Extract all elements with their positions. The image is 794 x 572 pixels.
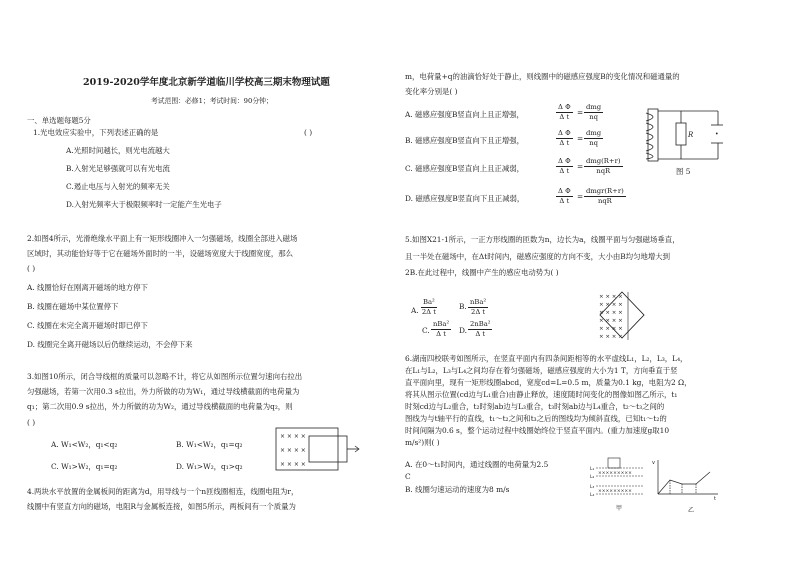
- formula-rhs: dmg(R+r) nqR: [586, 157, 621, 175]
- q3-option-b: B. W₁<W₂，q₁=q₂: [176, 440, 243, 449]
- q4-option-b: B. 磁感应强度B竖直向下且正增强，: [405, 136, 525, 145]
- q5-line: 且一半处在磁场中，在Δt时间内，磁感应强度的方向不变，大小由B均匀地增大到: [405, 252, 671, 261]
- q2-option-b: B. 线圈在磁场中某位置停下: [27, 302, 119, 311]
- q4-option-a: A. 磁感应强度B竖直向上且正增强，: [405, 110, 524, 119]
- svg-text:R: R: [688, 131, 694, 139]
- q4-option-c: C. 磁感应强度B竖直向上且正减弱，: [405, 164, 524, 173]
- equals: =: [577, 192, 584, 201]
- q1-paren: ( ): [304, 128, 313, 137]
- svg-text:× × × ×: × × × ×: [599, 318, 623, 324]
- formula-lhs: $\frac{\text{Δ Φ}}{\text{Δ t}}$: [558, 103, 571, 121]
- q2-option-d: D. 线圈完全离开磁场以后仍继续运动，不会停下来: [27, 340, 193, 349]
- q2-line: ( ): [27, 264, 36, 273]
- q5-line: 2B.在此过程中，线圈中产生的感应电动势为( ): [405, 268, 559, 277]
- q3-figure: [275, 427, 361, 471]
- q3-line: ( ): [27, 418, 36, 427]
- q5-line: 5.如图X21-1所示，一正方形线圈的匝数为n，边长为a，线圈平面与匀强磁场垂直，: [405, 235, 680, 244]
- q4-option-d: D. 磁感应强度B竖直向下且正减弱，: [405, 194, 525, 203]
- q6-line: 时间间隔为0.6 s，整个运动过程中线圈始终位于竖直平面内。(重力加速度g取10: [405, 426, 670, 435]
- svg-text:L₃: L₃: [590, 485, 595, 490]
- figure-5-caption: 图 5: [676, 167, 691, 176]
- svg-text:×××××××××: ×××××××××: [598, 471, 632, 476]
- q2-line: 2.如图4所示，光滑绝缘水平面上有一矩形线圈冲入一匀强磁场，线圈全部进入磁场: [27, 234, 298, 243]
- q1-option-d: D.入射光频率大于极限频率时一定能产生光电子: [66, 200, 222, 209]
- svg-text:t: t: [714, 496, 716, 502]
- q6-line: 直平面向里，现有一矩形线圈abcd，宽度cd=L=0.5 m，质量为0.1 kg，电阻为2 Ω，: [405, 378, 692, 387]
- q2-option-a: A. 线圈恰好在刚离开磁场的地方停下: [27, 283, 148, 292]
- svg-text:× × × ×: × × × ×: [280, 461, 306, 468]
- svg-text:× × × ×: × × × ×: [280, 447, 306, 454]
- svg-text:L₂: L₂: [590, 475, 595, 480]
- q5-option-a: $\frac{\text{Ba²}}{\text{2Δ t}}$: [421, 298, 436, 316]
- q6-line: 将其从图示位置(cd边与L₁重合)由静止释放，速度随时间变化的图像如图乙所示，t₁: [405, 390, 678, 399]
- q5-figure: [598, 290, 652, 342]
- svg-text:× × × ×: × × × ×: [280, 433, 306, 440]
- q5-option-a-label: A.: [411, 306, 419, 315]
- formula-lhs: $\frac{\text{Δ Φ}}{\text{Δ t}}$: [558, 157, 571, 175]
- equals: =: [577, 162, 584, 171]
- q6-line: 6.湖南四校联考如图所示，在竖直平面内有四条间距相等的水平虚线L₁，L₂，L₃，L₄，: [405, 354, 688, 363]
- formula-rhs: dmg nq: [586, 129, 602, 147]
- formula-lhs: $\frac{\text{Δ Φ}}{\text{Δ t}}$: [558, 129, 571, 147]
- q3-line: 匀强磁场，若第一次用0.3 s拉出，外力所做的功为W₁，通过导线横截面的电荷量为: [27, 387, 300, 396]
- q5-option-d: 2nBa² Δ t: [470, 320, 491, 338]
- q2-option-c: C. 线圈在未完全离开磁场时即已停下: [27, 321, 148, 330]
- svg-text:× × × ×: × × × ×: [599, 334, 623, 340]
- svg-text:× × × ×: × × × ×: [599, 302, 623, 308]
- svg-text:乙: 乙: [688, 507, 695, 514]
- q6-option-b: B. 线圈匀速运动的速度为8 m/s: [405, 485, 510, 494]
- svg-text:× × × ×: × × × ×: [599, 326, 623, 332]
- q5-option-c-label: C.: [422, 326, 430, 335]
- q5-option-b-label: B.: [459, 302, 467, 311]
- q1-stem: 1.光电效应实验中，下列表述正确的是: [33, 128, 159, 137]
- q1-option-a: A.光照时间越长，则光电流越大: [66, 146, 170, 155]
- q2-line: 区域时，其动能恰好等于它在磁场外面时的一半，设磁场宽度大于线圈宽度，那么: [27, 249, 294, 258]
- q6-figure-a: [590, 454, 646, 514]
- svg-text:甲: 甲: [616, 505, 623, 512]
- formula-lhs: $\frac{\text{Δ Φ}}{\text{Δ t}}$: [558, 187, 571, 205]
- q4-line: 线圈中有竖直方向的磁场，电阻R与金属板连接，如图5所示，两板间有一个质量为: [27, 502, 296, 511]
- q3-option-c: C. W₁>W₂，q₁=q₂: [51, 462, 118, 471]
- q4-cont: m，电荷量+q的油滴恰好处于静止，则线圈中的磁感应强度B的变化情况和磁通量的: [405, 72, 680, 81]
- q3-option-a: A. W₁<W₂，q₁<q₂: [51, 440, 118, 449]
- exam-info: 考试范围：必修1；考试时间：90分钟；: [151, 97, 273, 105]
- svg-text:L₁: L₁: [590, 467, 595, 472]
- q5-option-b: nBa² 2Δ t: [470, 298, 487, 316]
- q6-option-a: A. 在0～t₁时间内，通过线圈的电荷量为2.5: [405, 460, 549, 469]
- q6-line: 图线为与t轴平行的直线，t₁～t₂之间和t₃之后的图线均为倾斜直线，已知t₁～t₂的: [405, 414, 667, 423]
- svg-text:×××××××××: ×××××××××: [598, 489, 632, 494]
- q6-line: m/s²)则( ): [405, 438, 440, 447]
- svg-text:v: v: [652, 460, 655, 466]
- svg-text:× × × ×: × × × ×: [599, 310, 623, 316]
- q3-line: 3.如图10所示，闭合导线框的质量可以忽略不计，将它从如图所示位置匀速向右拉出: [27, 372, 303, 381]
- q5-option-c: nBa² Δ t: [433, 320, 450, 338]
- q3-option-d: D. W₁>W₂，q₁>q₂: [176, 462, 243, 471]
- q3-line: q₁；第二次用0.9 s拉出，外力所做的功为W₂，通过导线横截面的电荷量为q₂，则: [27, 402, 293, 411]
- q6-line: 在L₁与L₂，L₃与L₄之间均存在着匀强磁场，磁感应强度的大小为1 T，方向垂直于竖: [405, 366, 678, 375]
- page-title: 2019-2020学年度北京新学道临川学校高三期末物理试题: [83, 77, 330, 88]
- q1-option-c: C.遏止电压与入射光的频率无关: [66, 182, 170, 191]
- section-heading: 一、单选题每题5分: [27, 116, 91, 125]
- q1-option-b: B.入射光足够强就可以有光电流: [66, 164, 170, 173]
- svg-text:× × × ×: × × × ×: [599, 294, 623, 300]
- equals: =: [577, 108, 584, 117]
- svg-text:•: •: [715, 131, 719, 138]
- q5-option-d-label: D.: [459, 326, 468, 335]
- figure-5-circuit: [643, 105, 723, 165]
- q6-option-a-cont: C: [405, 472, 411, 481]
- svg-text:L₄: L₄: [590, 493, 595, 498]
- q6-line: 时刻cd边与L₂重合，t₂时刻ab边与L₃重合，t₃时刻ab边与L₄重合，t₂～t₃之间的: [405, 402, 665, 411]
- q4-cont: 变化率分别是( ): [405, 87, 458, 96]
- equals: =: [577, 134, 584, 143]
- formula-rhs: dmg nq: [586, 103, 602, 121]
- q4-line: 4.两块水平放置的金属板间的距离为d，用导线与一个n匝线圈相连，线圈电阻为r，: [27, 487, 299, 496]
- q6-figure-b: [650, 454, 722, 516]
- formula-rhs: dmgr(R+r) nqR: [586, 187, 624, 205]
